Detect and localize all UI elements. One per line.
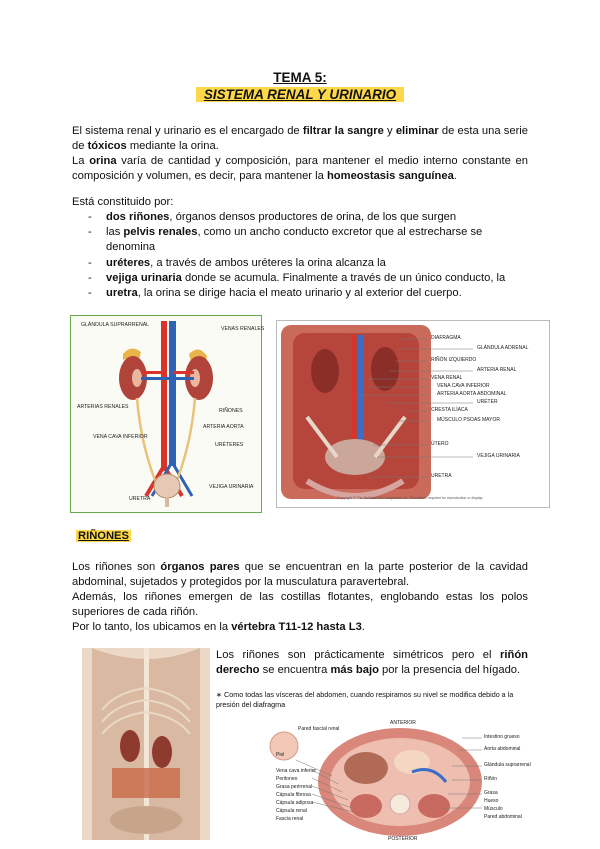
text-bold: eliminar: [395, 125, 439, 137]
text-bold: dos riñones: [106, 211, 170, 223]
text-run: El sistema renal y urinario es el encargado de: [72, 125, 303, 137]
figure-label: ÚTERO: [431, 441, 449, 447]
figure-label: Pared abdominal: [484, 814, 522, 820]
aorta: [161, 321, 167, 471]
figure-label: VENAS RENALES: [221, 326, 265, 332]
text-bold: órganos pares: [160, 561, 240, 573]
section-heading-rinones: RIÑONES: [78, 530, 129, 542]
text-run: , órganos densos productores de orina, de los que surgen: [169, 211, 457, 223]
text-run: y: [383, 125, 396, 137]
constituido-lead: Está constituido por:: [72, 196, 174, 208]
figure-label: CRESTA ILÍACA: [431, 407, 468, 413]
cross-section-figure: [262, 718, 532, 844]
figure-label: Grasa perirrenal: [276, 784, 313, 790]
figure-label: Músculo: [484, 806, 503, 812]
figure-label: ARTERIA AORTA ABDOMINAL: [437, 391, 507, 397]
text-run: por la presencia del hígado.: [378, 664, 521, 677]
text-bold: uréteres: [106, 256, 151, 269]
back-torso-figure: [82, 648, 210, 840]
figure-label: GLÁNDULA SUPRARRENAL: [81, 322, 150, 328]
figure-label: VENA CAVA INFERIOR: [437, 383, 490, 389]
figure-label: VEJIGA URINARIA: [209, 484, 254, 490]
figure-label: POSTERIOR: [388, 836, 418, 842]
vena-cava: [169, 321, 176, 466]
text-bold: más bajo: [330, 664, 379, 677]
back-torso-illustration: [82, 648, 210, 840]
figure-label: DIAFRAGMA: [431, 335, 461, 341]
list-item: [86, 225, 516, 255]
figure-label: RIÑONES: [219, 408, 243, 414]
text-run: , a través de ambos uréteres la orina alcanza la: [150, 256, 386, 269]
figure-label: Peritoneo: [276, 776, 298, 782]
rinones-paragraph-3: [72, 620, 528, 635]
figure-label: Intestino grueso: [484, 734, 520, 740]
text-bold: pelvis renales: [123, 226, 198, 239]
text-run: Los riñones son prácticamente simétricos pero el: [216, 649, 501, 661]
rinones-note: ∗ Como todas las vísceras del abdomen, cuando respiramos su nivel se modifica debido a la presión del diafragma: [216, 690, 514, 709]
figure-label: Pared fascial renal: [298, 726, 340, 732]
figure-label: Cápsula renal: [276, 808, 307, 814]
intro-paragraph-2: [72, 154, 528, 184]
text-bold: filtrar la sangre: [302, 125, 384, 137]
rinones-paragraph-4: [216, 648, 528, 678]
figure-label: Cápsula adiposa: [276, 800, 314, 806]
abdominal-cavity-figure: [276, 320, 550, 508]
figure-label: URÉTER: [477, 399, 498, 405]
text-run: Los riñones son: [72, 561, 161, 573]
urinary-system-illustration: [71, 316, 261, 512]
text-bold: homeostasis sanguínea: [326, 170, 454, 183]
text-run: se encuentra: [259, 664, 331, 677]
text-run: mediante la orina.: [126, 140, 219, 153]
constituido-list: [86, 210, 516, 301]
text-run: de esta una serie de: [72, 125, 529, 153]
figure-label: URETRA: [431, 473, 452, 479]
list-item: [86, 271, 516, 286]
list-item: [86, 256, 516, 271]
text-run: donde se acumula. Finalmente a través de un único conducto, la: [181, 271, 506, 284]
figure-label: Fascia renal: [276, 816, 304, 822]
figure-label: ARTERIAS RENALES: [77, 404, 129, 410]
intro-paragraph-1: [72, 124, 528, 154]
text-run: que se encuentran en la parte posterior de la cavidad abdominal, sujetados y protegidos por la musculatura paravertebral.: [72, 561, 528, 589]
figure-label: ARTERIA RENAL: [477, 367, 517, 373]
figure-label: RIÑÓN IZQUIERDO: [431, 357, 477, 363]
figure-label: Hueso: [484, 798, 499, 804]
page-subtitle: SISTEMA RENAL Y URINARIO: [196, 87, 404, 102]
figure-label: ARTERIA AORTA: [203, 424, 244, 430]
figure-copyright: Copyright © The McGraw-Hill Companies, Inc. Permission required for reproduction or display.: [337, 496, 484, 500]
list-item: [86, 286, 516, 301]
list-item: [86, 210, 516, 225]
figure-label: GLÁNDULA ADRENAL: [477, 345, 529, 351]
figure-label: VEJIGA URINARIA: [477, 453, 520, 459]
figure-label: MÚSCULO PSOAS MAYOR: [437, 417, 500, 423]
figure-label: Vena cava inferior: [276, 768, 317, 774]
text-run: La: [72, 155, 90, 167]
figure-label: Piel: [276, 752, 285, 758]
text-bold: tóxicos: [87, 140, 127, 153]
text-run: , la orina se dirige hacia el meato urinario y al exterior del cuerpo.: [137, 287, 462, 300]
text-run: varía de cantidad y composición, para mantener el medio interno constante en composición y volumen, es decir, para mantener la: [72, 155, 528, 183]
urinary-system-figure: [70, 315, 265, 513]
figure-label: Cápsula fibrosa: [276, 792, 311, 798]
text-run: .: [361, 621, 365, 633]
text-bold: riñón derecho: [216, 649, 528, 677]
figure-label: Glándula suprarrenal: [484, 762, 531, 768]
rinones-paragraph-2: Además, los riñones emergen de las costillas flotantes, englobando estas los polos superiores de cada riñón.: [72, 591, 528, 619]
figure-label: VENA CAVA INFERIOR: [93, 434, 148, 440]
rinones-paragraph-1: [72, 560, 528, 590]
page-title: TEMA 5:: [273, 70, 327, 85]
text-bold: vejiga urinaria: [106, 271, 182, 284]
text-bold: vértebra T11-12 hasta L3: [231, 621, 362, 633]
figure-label: ANTERIOR: [390, 720, 416, 726]
figure-label: URETRA: [129, 496, 151, 502]
text-bold: uretra: [106, 287, 138, 300]
figure-label: Riñón: [484, 776, 498, 782]
figure-label: Grasa: [484, 790, 498, 796]
bladder: [154, 474, 180, 498]
figure-label: VENA RENAL: [431, 375, 463, 381]
figure-label: URÉTERES: [215, 442, 244, 448]
text-run: , como un ancho conducto excretor que al estrecharse se denomina: [106, 226, 483, 254]
text-run: .: [453, 170, 457, 183]
text-run: Por lo tanto, los ubicamos en la: [72, 621, 232, 633]
figure-label: Aorta abdominal: [484, 746, 521, 752]
text-run: las: [106, 226, 124, 239]
text-bold: orina: [89, 155, 117, 167]
